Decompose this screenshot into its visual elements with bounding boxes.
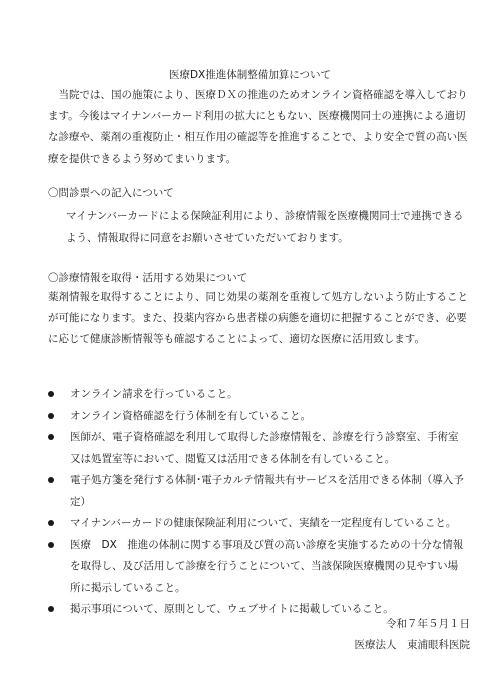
section-heading-questionnaire: 〇問診票への記入について — [48, 187, 174, 199]
list-item-text: 医療 DX 推進の体制に関する事項及び質の高い診療を実施するための十分な情報を取得し、及び活用して診療を行うことについて、当該保険医療機関の見やすい場所に掲示していること。 — [70, 538, 464, 594]
list-item-text: オンライン資格確認を行う体制を有していること。 — [70, 409, 312, 422]
list-item-text: オンライン請求を行っていること。 — [70, 388, 238, 400]
list-item — [48, 406, 468, 428]
intro-paragraph: 当院では、国の施策により、医療ＤＸの推進のためオンライン資格確認を導入しております。今後はマイナンバーカード利用の拡大にともない、医療機関同士の連携による適切な診療や、薬剤の重複防止・相互作用の確認等を推進することで、より安全で質の高い医療を提供できるよう努めてまいります。 — [48, 89, 468, 165]
bullet-dot-icon — [48, 542, 54, 548]
list-item-text: 掲示事項について、原則として、ウェブサイトに掲載していること。 — [70, 603, 394, 615]
page-title: 医療DX推進体制整備加算について — [168, 69, 332, 81]
list-item-text: 医師が、電子資格確認を利用して取得した診療情報を、診療を行う診察室、手術室又は処置室等において、閲覧又は活用できる体制を有していること。 — [70, 431, 459, 465]
bullet-dot-icon — [48, 477, 54, 483]
list-item-text: 電子処方箋を発行する体制･電子カルテ情報共有サービスを活用できる体制（導入予定） — [70, 474, 464, 508]
issue-date: 令和７年５月１日 — [386, 618, 470, 630]
list-item — [48, 384, 468, 406]
list-item — [48, 535, 468, 600]
bullet-dot-icon — [48, 413, 54, 419]
list-item-text: マイナンバーカードの健康保険証利用について、実績を一定程度有していること。 — [70, 517, 457, 529]
section-body-questionnaire: マイナンバーカードによる保険証利用により、診療情報を医療機関同士で連携できるよう、情報取得に同意をお願いさせていただいております。 — [66, 210, 464, 244]
section-heading-effects: 〇診療情報を取得・活用する効果について — [48, 272, 248, 284]
bullet-dot-icon — [48, 391, 54, 397]
list-item — [48, 427, 468, 470]
requirements-list — [48, 384, 468, 621]
organization-name: 医療法人 東浦眼科医院 — [354, 639, 470, 651]
list-item — [48, 470, 468, 513]
list-item — [48, 513, 468, 535]
section-body-effects: 薬剤情報を取得することにより、同じ効果の薬剤を重複して処方しないよう防止することが可能になります。また、投薬内容から患者様の病態を適切に把握することができ、必要に応じて健康診断情報等も確認することによって、適切な医療に活用致します。 — [48, 291, 468, 346]
bullet-dot-icon — [48, 434, 54, 440]
bullet-dot-icon — [48, 520, 54, 526]
bullet-dot-icon — [48, 606, 54, 612]
